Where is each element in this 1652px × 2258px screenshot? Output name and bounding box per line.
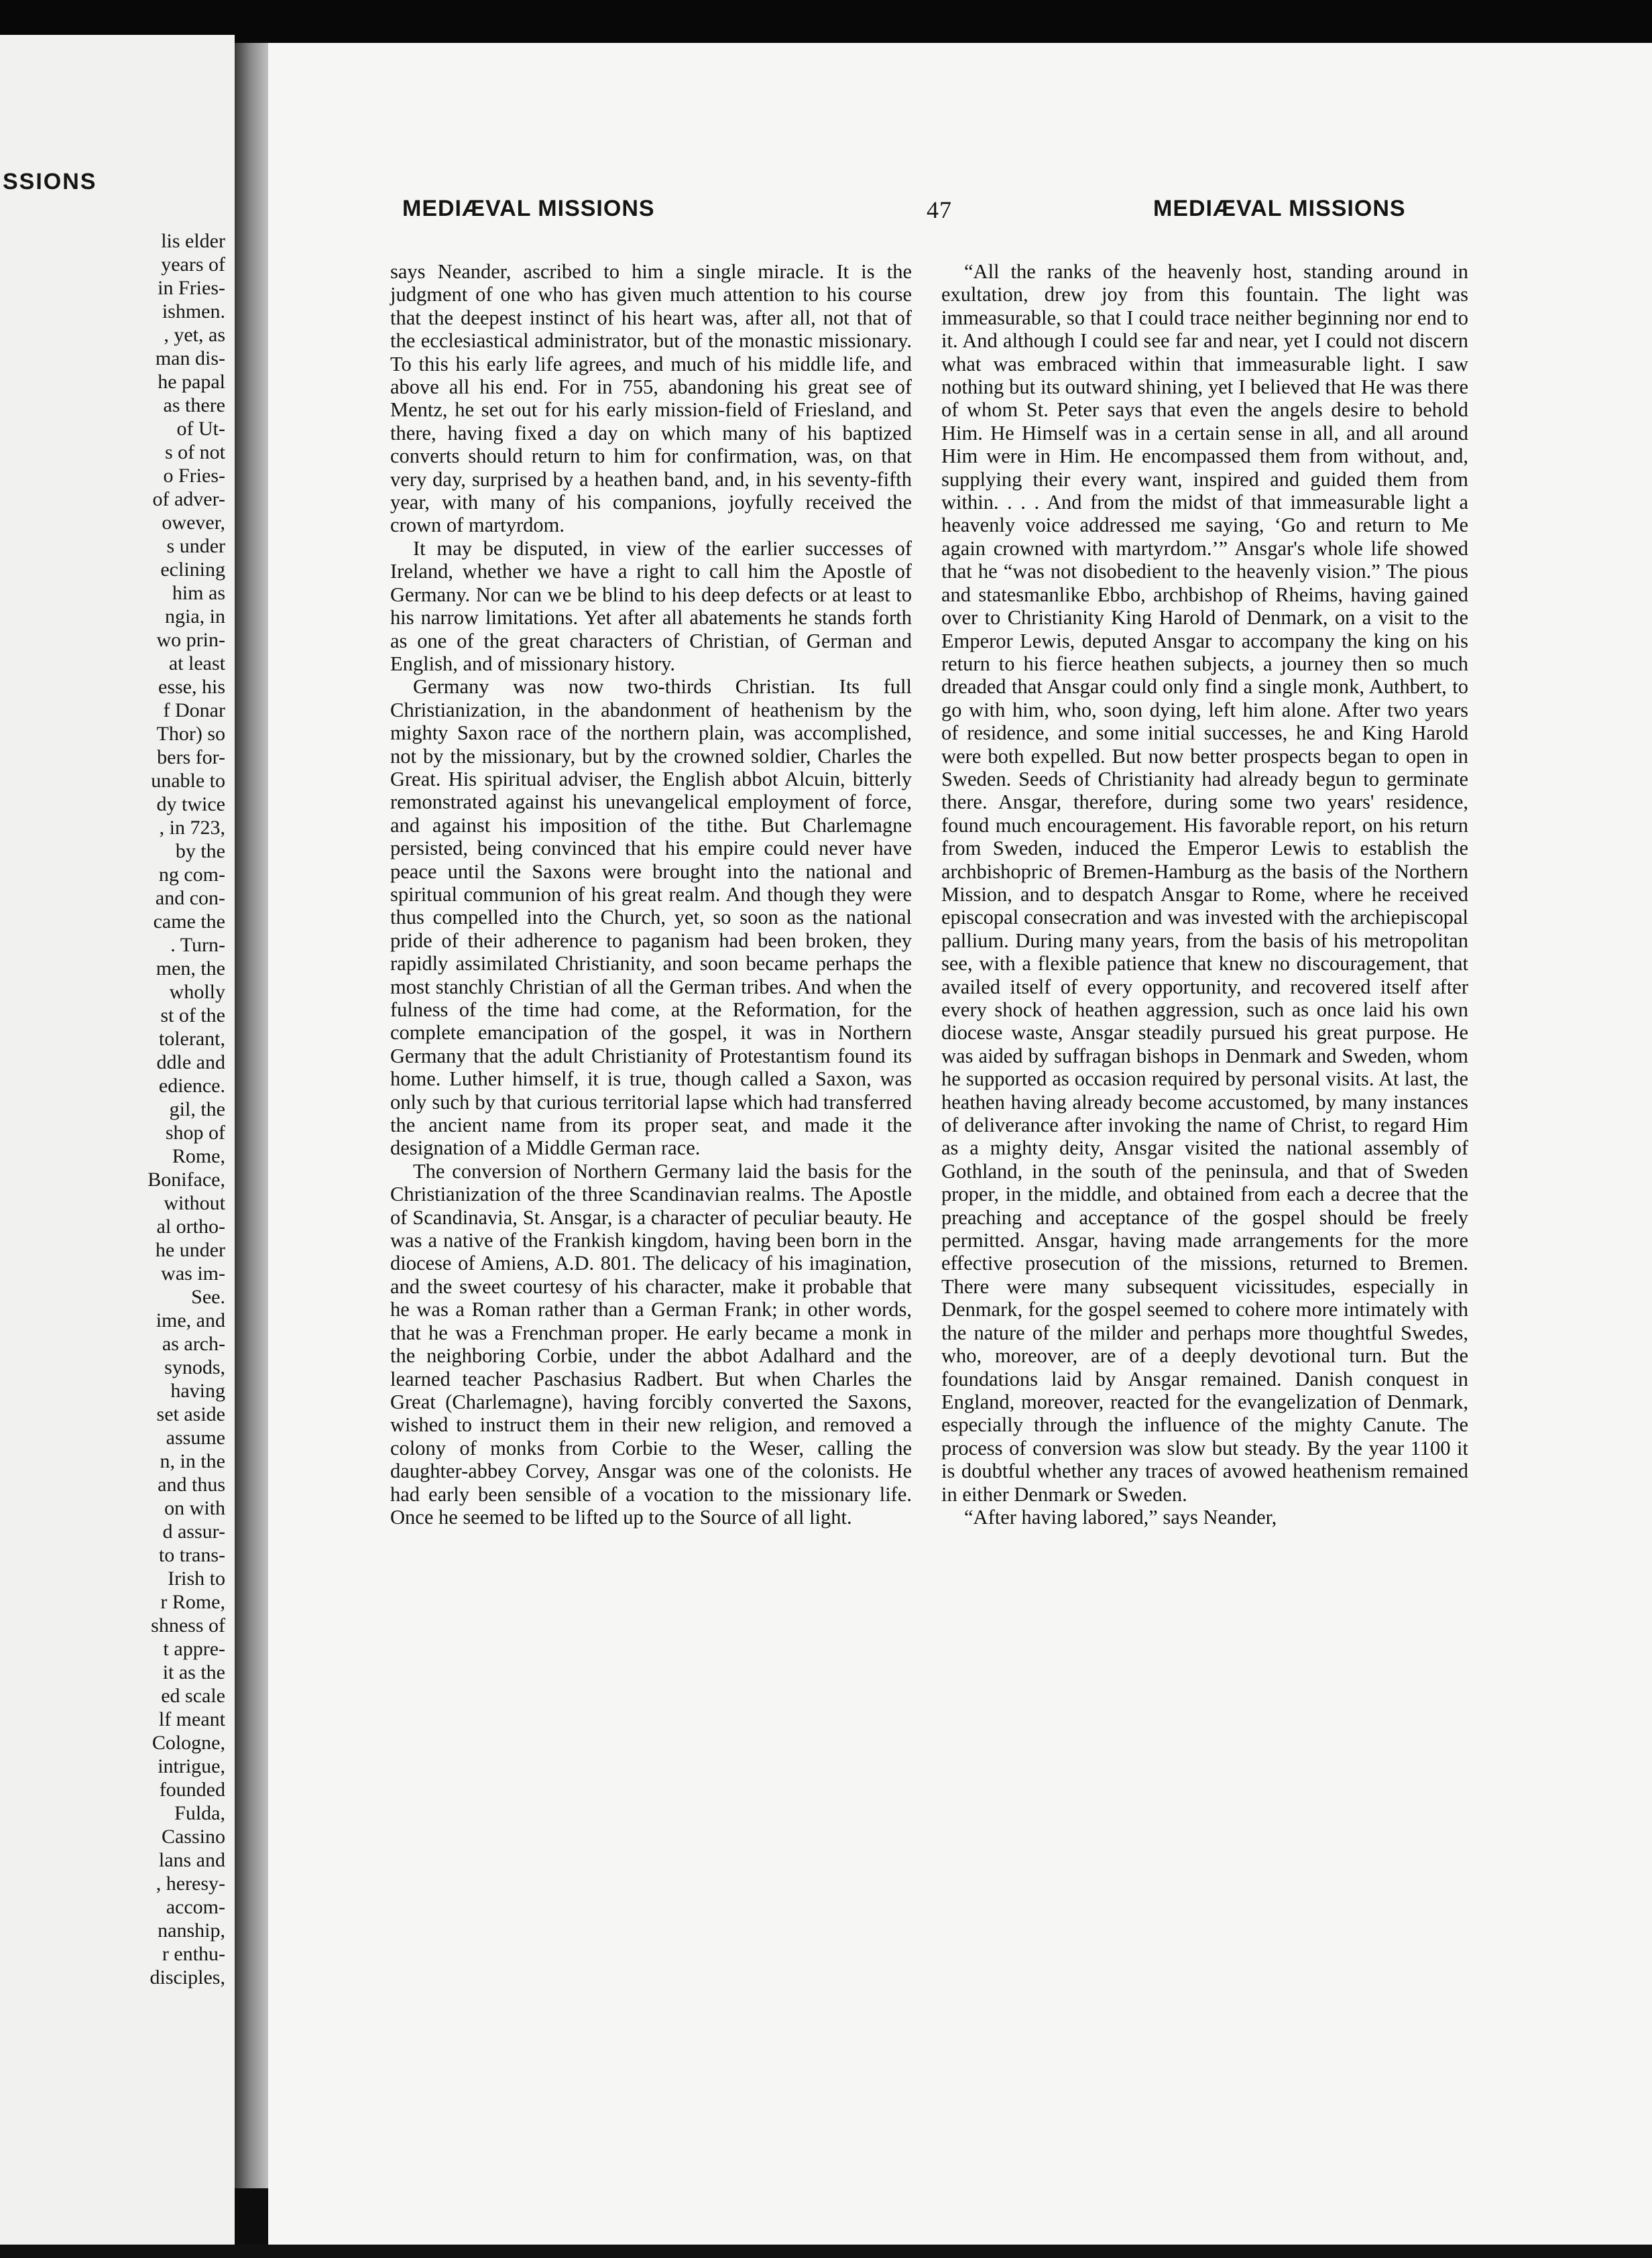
facing-page-line: bers for-	[157, 746, 225, 768]
facing-page-line: him as	[172, 582, 225, 604]
facing-page-header: SSIONS	[3, 169, 97, 194]
facing-page-line: and thus	[158, 1474, 225, 1496]
facing-page-line: ime, and	[156, 1309, 225, 1331]
facing-page-line: Cologne,	[152, 1732, 225, 1754]
facing-page-line: ddle and	[156, 1051, 225, 1073]
facing-page-line: shness of	[151, 1614, 225, 1637]
facing-page-line: nanship,	[158, 1919, 225, 1942]
facing-page-line: Irish to	[168, 1567, 225, 1590]
facing-page-line: on with	[164, 1497, 225, 1519]
facing-page-fragment	[0, 35, 235, 2247]
text-column-left	[390, 260, 912, 1529]
paragraph: The conversion of Northern Germany laid the basis for the Christianization of the three Scandinavian realms. The Apostle of Scandinavia, St. Ansgar, is a character of peculiar beauty. He was a native of the Frankish kingdom, having been born in the diocese of Amiens, A.D. 801. The delicacy of his imagination, and the sweet courtesy of his character, make it probable that he was a Roman rather than a German Frank; in other words, that he was a Frenchman proper. He early became a monk in the neighboring Corbie, under the abbot Adalhard and the learned teacher Paschasius Radbert. But when Charles the Great (Charlemagne), having forcibly converted the Saxons, wished to instruct them in their new religion, and removed a colony of monks from Corbie to the Weser, calling the daughter-abbey Corvey, Ansgar was one of the colonists. He had early been sensible of a vocation to the missionary life. Once he seemed to be lifted up to the Source of all light.	[390, 1159, 912, 1529]
facing-page-line: , in 723,	[159, 817, 225, 839]
facing-page-line: s under	[166, 535, 225, 557]
facing-page-line: ed scale	[161, 1685, 225, 1707]
paragraph: “All the ranks of the heavenly host, standing around in exultation, drew joy from this fountain. The light was immeasurable, so that I could trace neither beginning nor end to it. And although I could see far and near, yet I could not discern what was embraced within that immeasurable light. I saw nothing but its outward shining, yet I believed that He was there of whom St. Peter says that even the angels desire to behold Him. He Himself was in a certain sense in all, and all around Him were in Him. He encompassed them from without, and, supplying their every want, inspired and guided them from within. . . . And from the midst of that immeasurable light a heavenly voice addressed me saying, ‘Go and return to Me again crowned with martyrdom.’” Ansgar's whole life showed that he “was not disobedient to the heavenly vision.” The pious and statesmanlike Ebbo, archbishop of Rheims, having gained over to Christianity King Harold of Denmark, on a visit to the Emperor Lewis, deputed Ansgar to accompany the king on his return to his fierce heathen subjects, a journey then so much dreaded that Ansgar could only find a single monk, Authbert, to go with him, who, soon dying, left him alone. After two years of residence, and some initial successes, he and King Harold were both expelled. But now better prospects began to open in Sweden. Seeds of Christianity had already begun to germinate there. Ansgar, therefore, during some two years' residence, found much encouragement. His favorable report, on his return from Sweden, induced the Emperor Lewis to establish the archbishopric of Bremen-Hamburg as the basis of the Northern Mission, and to despatch Ansgar to Rome, where he received episcopal consecration and was invested with the archiepiscopal pallium. During many years, from the basis of his metropolitan see, with a flexible patience that knew no discouragement, that availed itself of every opportunity, and recovered itself after every shock of heathen aggression, such as once laid his own diocese waste, Ansgar steadily pursued his great purpose. He was aided by suffragan bishops in Denmark and Sweden, whom he supported as occasion required by personal visits. At last, the heathen having already become accustomed, by many instances of deliverance after invoking the name of Christ, to regard Him as a mighty deity, Ansgar visited the national assembly of Gothland, in the south of the peninsula, and that of Sweden proper, in the middle, and obtained from each a decree that the preaching and acceptance of the gospel should be freely permitted. Ansgar, having made arrangements for the more effective prosecution of the missions, returned to Bremen. There were many subsequent vicissitudes, especially in Denmark, for the gospel seemed to cohere more intimately with the nature of the milder and perhaps more thoughtful Swedes, who, moreover, are of a deeply devotional turn. But the foundations laid by Ansgar remained. Danish conquest in England, moreover, reacted for the evangelization of Denmark, especially through the influence of the mighty Canute. The process of conversion was slow but steady. By the year 1100 it is doubtful whether any traces of avowed heathenism remained in either Denmark or Sweden.	[941, 260, 1468, 1506]
facing-page-line: dy twice	[156, 793, 225, 815]
paragraph: It may be disputed, in view of the earlier successes of Ireland, whether we have a right to call him the Apostle of Germany. Nor can we be blind to his deep defects or at least to his narrow limitations. Yet after all abatements he stands forth as one of the great characters of Christian, of German and English, and of missionary history.	[390, 536, 912, 675]
facing-page-line: years of	[161, 253, 225, 276]
facing-page-line: set aside	[156, 1403, 225, 1425]
page-number: 47	[927, 196, 952, 223]
facing-page-line: at least	[168, 652, 225, 674]
facing-page-line: o Fries-	[163, 465, 225, 487]
facing-page-line: founded	[159, 1779, 225, 1801]
scan-top-border	[0, 0, 1652, 43]
facing-page-line: as arch-	[162, 1333, 225, 1355]
facing-page-line: of Ut-	[176, 418, 225, 440]
facing-page-line: accom-	[166, 1896, 225, 1918]
facing-page-line: wholly	[169, 981, 225, 1003]
facing-page-line: edience.	[158, 1075, 225, 1097]
facing-page-text	[4, 229, 225, 1989]
facing-page-line: See.	[191, 1286, 225, 1308]
facing-page-line: ishmen.	[162, 300, 225, 322]
facing-page-line: in Fries-	[158, 277, 225, 299]
facing-page-line: eclining	[160, 558, 225, 581]
facing-page-line: of adver-	[152, 488, 225, 510]
facing-page-line: , heresy-	[156, 1873, 225, 1895]
facing-page-line: wo prin-	[156, 629, 225, 651]
facing-page-line: lis elder	[161, 230, 225, 252]
facing-page-line: s of not	[165, 441, 225, 463]
facing-page-line: . Turn-	[170, 934, 225, 956]
facing-page-line: lans and	[158, 1849, 225, 1871]
facing-page-line: r Rome,	[160, 1591, 225, 1613]
running-header-right: MEDIÆVAL MISSIONS	[1153, 196, 1406, 221]
text-column-right	[941, 260, 1468, 1529]
facing-page-line: it as the	[162, 1661, 225, 1683]
facing-page-line: tolerant,	[158, 1028, 225, 1050]
facing-page-line: he papal	[158, 371, 225, 393]
facing-page-line: ng com-	[158, 864, 225, 886]
facing-page-line: as there	[163, 394, 225, 416]
facing-page-line: gil, the	[169, 1098, 225, 1120]
facing-page-line: Rome,	[172, 1145, 225, 1167]
facing-page-line: Fulda,	[174, 1802, 225, 1824]
facing-page-line: having	[170, 1380, 225, 1402]
paragraph: “After having labored,” says Neander,	[964, 1505, 1277, 1529]
facing-page-line: esse, his	[158, 676, 225, 698]
facing-page-line: shop of	[165, 1122, 225, 1144]
facing-page-line: al ortho-	[156, 1215, 225, 1238]
facing-page-line: was im-	[161, 1262, 225, 1285]
facing-page-line: Thor) so	[156, 723, 225, 745]
scan-bottom-border	[0, 2245, 1652, 2258]
facing-page-line: intrigue,	[158, 1755, 225, 1777]
facing-page-line: came the	[153, 910, 225, 933]
facing-page-line: t appre-	[163, 1638, 225, 1660]
facing-page-line: disciples,	[150, 1966, 225, 1988]
facing-page-line: synods,	[164, 1356, 225, 1378]
facing-page-line: he under	[155, 1239, 225, 1261]
facing-page-line: unable to	[151, 770, 225, 792]
facing-page-line: , yet, as	[164, 324, 225, 346]
paragraph: says Neander, ascribed to him a single miracle. It is the judgment of one who has given much attention to his course that the deepest instinct of his heart was, after all, not that of the ecclesiastical administrator, but of the monastic missionary. To this his early life agrees, and much of his middle life, and above all his end. For in 755, abandoning his great see of Mentz, he set out for his early mission-field of Friesland, and there, having fixed a day on which many of his baptized converts should return to him for confirmation, was, on that very day, surprised by a heathen band, and, in his seventy-fifth year, with many of his companions, joyfully received the crown of martyrdom.	[390, 260, 912, 537]
facing-page-line: st of the	[160, 1004, 225, 1026]
facing-page-line: and con-	[155, 887, 225, 909]
facing-page-line: d assur-	[162, 1521, 225, 1543]
facing-page-line: Cassino	[161, 1826, 225, 1848]
running-header-left: MEDIÆVAL MISSIONS	[402, 196, 655, 221]
facing-page-line: by the	[175, 840, 225, 862]
facing-page-line: ngia, in	[165, 605, 225, 628]
facing-page-line: n, in the	[160, 1450, 225, 1472]
facing-page-line: lf meant	[158, 1708, 225, 1730]
facing-page-line: to trans-	[158, 1544, 225, 1566]
facing-page-line: men, the	[156, 957, 225, 979]
facing-page-line: without	[164, 1192, 225, 1214]
facing-page-line: assume	[166, 1427, 225, 1449]
facing-page-line: man dis-	[155, 347, 225, 369]
facing-page-line: f Donar	[163, 699, 225, 721]
facing-page-line: r enthu-	[162, 1943, 225, 1965]
paragraph: Germany was now two-thirds Christian. Its full Christianization, in the abandonment of heathenism by the mighty Saxon race of the northern plain, was accomplished, not by the missionary, but by the crowned soldier, Charles the Great. His spiritual adviser, the English abbot Alcuin, bitterly remonstrated against his unevangelical employment of force, and against his imposition of the tithe. But Charlemagne persisted, being convinced that his empire could never have peace until the Saxons were brought into the national and spiritual communion of his great realm. And though they were thus compelled into the Church, yet, so soon as the national pride of their adherence to paganism had been broken, they rapidly assimilated Christianity, and soon became perhaps the most stanchly Christian of all the German tribes. And when the fulness of the time had come, at the Reformation, for the complete emancipation of the gospel, it was in Northern Germany that the adult Christianity of Protestantism found its home. Luther himself, it is true, though called a Saxon, was only such by that curious territorial lapse which had transferred the ancient name from its proper seat, and made it the designation of a Middle German race.	[390, 675, 912, 1160]
facing-page-line: owever,	[162, 512, 225, 534]
facing-page-line: Boniface,	[148, 1169, 225, 1191]
